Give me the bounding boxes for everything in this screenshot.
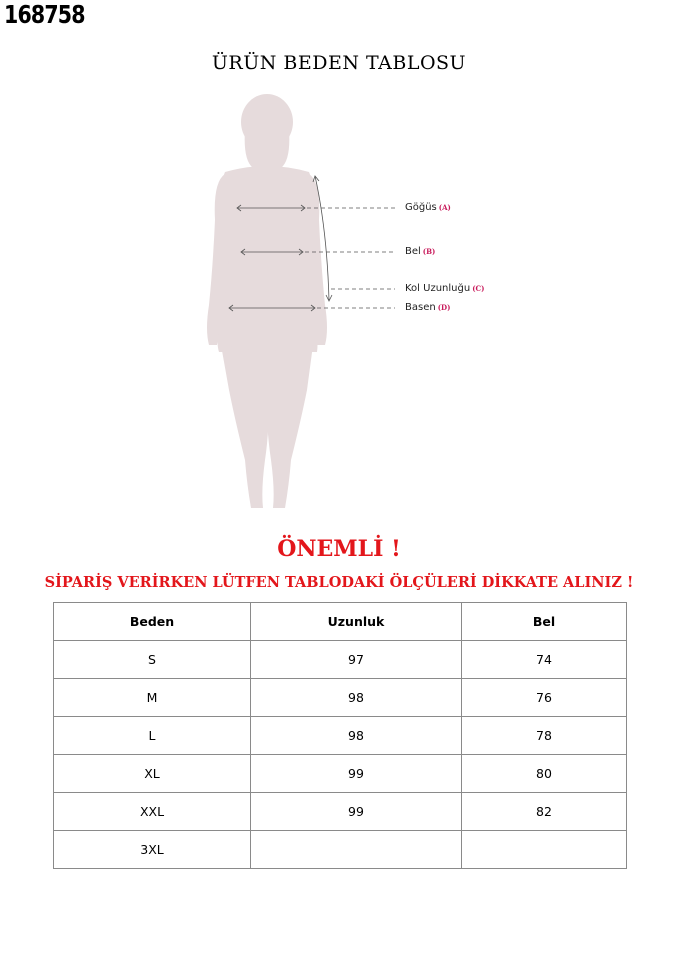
column-header: Bel — [462, 603, 627, 641]
table-row — [54, 755, 627, 793]
table-cell: 99 — [251, 793, 462, 831]
measurement-label-waist: Bel (B) — [405, 246, 436, 257]
table-header-row — [54, 603, 627, 641]
measurement-label-hips: Basen (D) — [405, 302, 451, 313]
order-notice: SİPARİŞ VERİRKEN LÜTFEN TABLODAKİ ÖLÇÜLERİ DİKKATE ALINIZ ! — [44, 574, 634, 591]
important-heading: ÖNEMLİ ! — [277, 536, 401, 562]
table-cell: 99 — [251, 755, 462, 793]
table-cell: 98 — [251, 717, 462, 755]
table-cell: XXL — [54, 793, 251, 831]
table-row — [54, 793, 627, 831]
table-row — [54, 679, 627, 717]
product-code: 168758 — [4, 0, 85, 29]
table-row — [54, 831, 627, 869]
table-row — [54, 717, 627, 755]
table-cell: XL — [54, 755, 251, 793]
table-cell: 3XL — [54, 831, 251, 869]
measurement-label-chest: Göğüs (A) — [405, 202, 451, 213]
table-cell: S — [54, 641, 251, 679]
measurement-label-sleeve: Kol Uzunluğu (C) — [405, 283, 485, 294]
column-header: Beden — [54, 603, 251, 641]
table-row — [54, 641, 627, 679]
size-table — [53, 602, 627, 869]
page-title: ÜRÜN BEDEN TABLOSU — [211, 52, 467, 74]
table-cell: 98 — [251, 679, 462, 717]
body-silhouette-illustration — [195, 90, 525, 515]
table-cell: 76 — [462, 679, 627, 717]
table-cell: 78 — [462, 717, 627, 755]
table-cell: 97 — [251, 641, 462, 679]
table-cell — [251, 831, 462, 869]
table-cell: 74 — [462, 641, 627, 679]
table-cell: M — [54, 679, 251, 717]
table-cell: 80 — [462, 755, 627, 793]
table-cell — [462, 831, 627, 869]
column-header: Uzunluk — [251, 603, 462, 641]
table-cell: 82 — [462, 793, 627, 831]
table-cell: L — [54, 717, 251, 755]
